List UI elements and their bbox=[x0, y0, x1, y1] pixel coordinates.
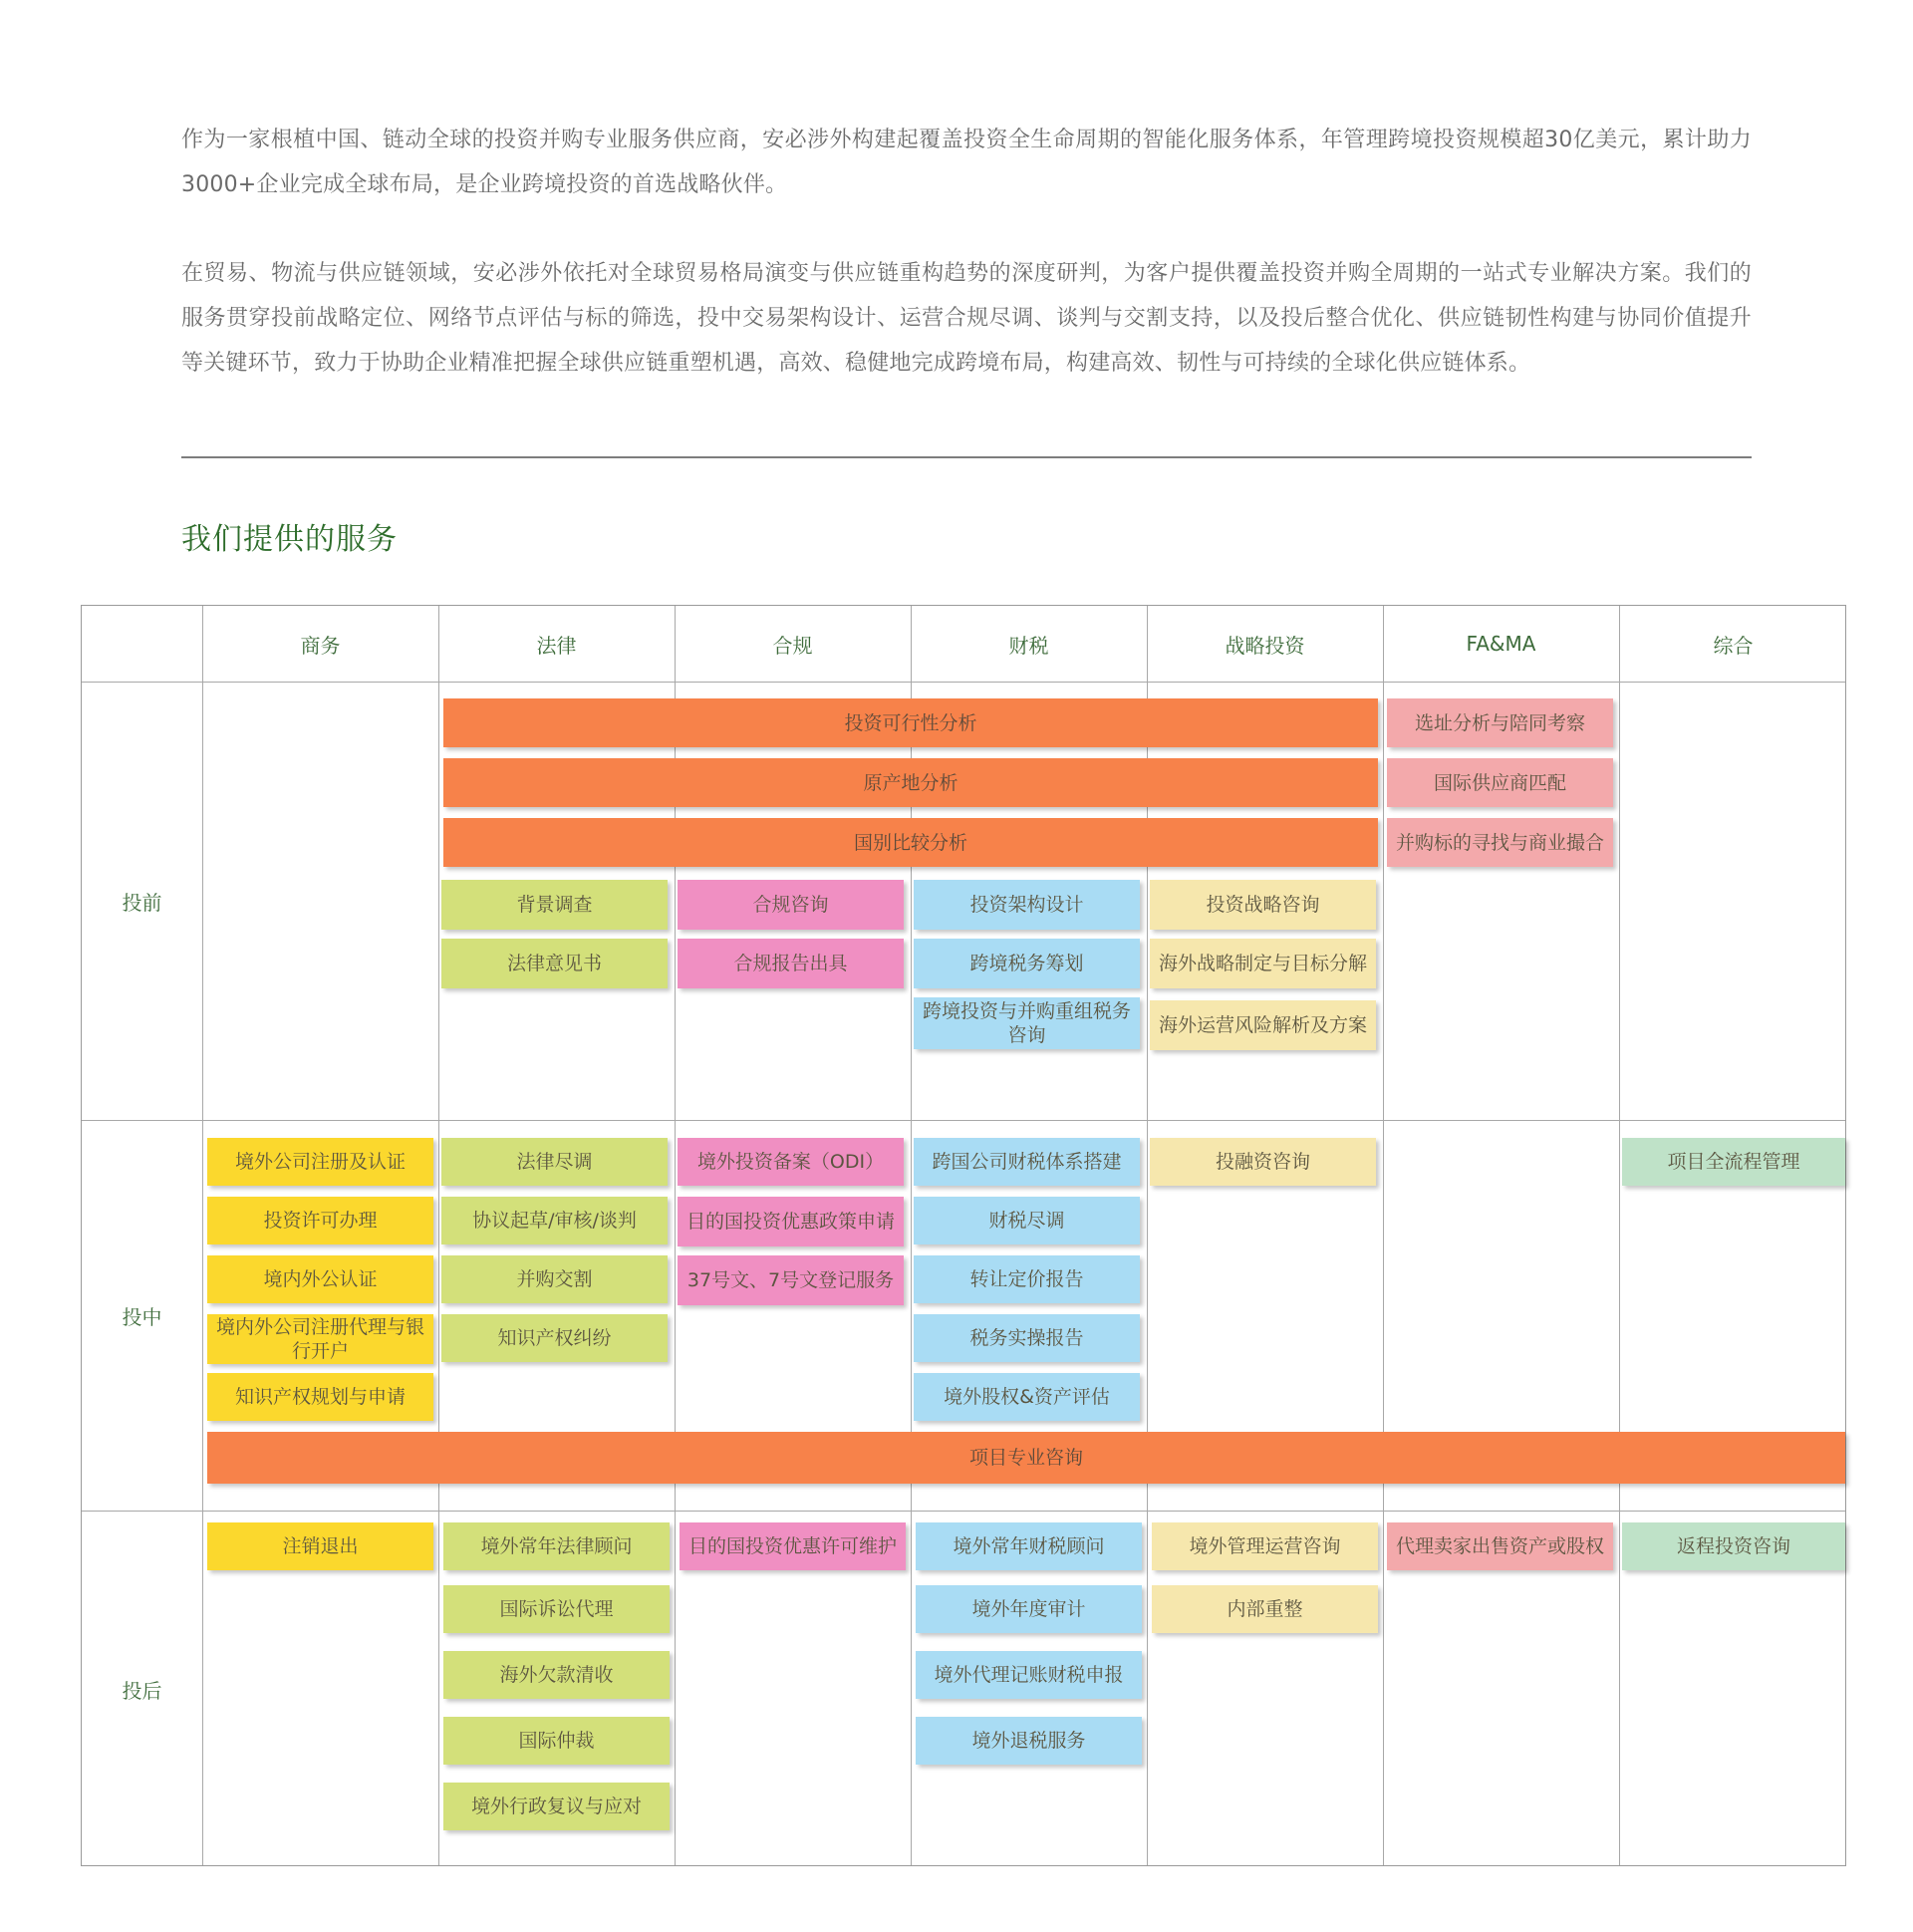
service-box-compliance: 目的国投资优惠许可维护 bbox=[680, 1522, 906, 1570]
service-box-tax: 境外常年财税顾问 bbox=[916, 1522, 1142, 1570]
divider-line bbox=[181, 456, 1752, 458]
service-box-business: 境内外公司注册代理与银行开户 bbox=[207, 1314, 433, 1364]
service-box-tax: 境外股权&资产评估 bbox=[914, 1373, 1140, 1421]
service-box-tax: 跨境投资与并购重组税务咨询 bbox=[914, 997, 1140, 1049]
service-box-strategy: 投融资咨询 bbox=[1150, 1138, 1376, 1186]
service-box-compliance: 37号文、7号文登记服务 bbox=[678, 1255, 904, 1305]
service-box-legal: 海外欠款清收 bbox=[443, 1651, 670, 1699]
grid-line bbox=[438, 606, 439, 1865]
service-box-compliance: 合规咨询 bbox=[678, 880, 904, 930]
service-box-strategy: 境外管理运营咨询 bbox=[1152, 1522, 1378, 1570]
service-box-tax: 境外代理记账财税申报 bbox=[916, 1651, 1142, 1699]
service-box-business: 知识产权规划与申请 bbox=[207, 1373, 433, 1421]
service-box-compliance: 境外投资备案（ODI） bbox=[678, 1138, 904, 1186]
service-bar: 原产地分析 bbox=[443, 758, 1378, 807]
service-box-general: 返程投资咨询 bbox=[1622, 1522, 1845, 1570]
service-box-compliance: 合规报告出具 bbox=[678, 939, 904, 988]
service-box-tax: 跨国公司财税体系搭建 bbox=[914, 1138, 1140, 1186]
row-header-mid: 投中 bbox=[122, 1304, 162, 1329]
grid-line bbox=[82, 682, 1845, 683]
grid-line bbox=[202, 606, 203, 1865]
service-box-compliance: 目的国投资优惠政策申请 bbox=[678, 1197, 904, 1246]
service-box-strategy: 内部重整 bbox=[1152, 1585, 1378, 1633]
service-box-strategy: 海外战略制定与目标分解 bbox=[1150, 939, 1376, 988]
service-box-legal: 法律意见书 bbox=[441, 939, 668, 988]
service-box-general: 项目全流程管理 bbox=[1622, 1138, 1845, 1186]
services-matrix bbox=[81, 605, 1846, 1866]
service-box-legal: 国际诉讼代理 bbox=[443, 1585, 670, 1633]
service-box-fama: 代理卖家出售资产或股权 bbox=[1387, 1522, 1613, 1570]
intro-paragraph-1: 作为一家根植中国、链动全球的投资并购专业服务供应商，安必涉外构建起覆盖投资全生命周期的智能化服务体系，年管理跨境投资规模超30亿美元，累计助力3000+企业完成全球布局，是企业跨境投资的首选战略伙伴。 bbox=[181, 128, 1752, 197]
service-bar: 投资可行性分析 bbox=[443, 698, 1378, 747]
service-box-business: 注销退出 bbox=[207, 1522, 433, 1570]
service-box-legal: 协议起草/审核/谈判 bbox=[441, 1197, 668, 1244]
column-header-fama: FA&MA bbox=[1466, 632, 1536, 656]
service-box-business: 投资许可办理 bbox=[207, 1197, 433, 1244]
service-box-tax: 境外退税服务 bbox=[916, 1717, 1142, 1765]
column-header-general: 综合 bbox=[1713, 633, 1754, 658]
service-box-legal: 法律尽调 bbox=[441, 1138, 668, 1186]
section-title: 我们提供的服务 bbox=[181, 522, 398, 557]
service-box-legal: 并购交割 bbox=[441, 1255, 668, 1303]
column-header-legal: 法律 bbox=[536, 633, 577, 658]
grid-line bbox=[82, 1120, 1845, 1121]
service-box-fama: 国际供应商匹配 bbox=[1387, 758, 1613, 807]
service-box-fama: 选址分析与陪同考察 bbox=[1387, 698, 1613, 747]
service-bar: 国别比较分析 bbox=[443, 818, 1378, 867]
service-box-legal: 知识产权纠纷 bbox=[441, 1314, 668, 1362]
column-header-tax: 财税 bbox=[1008, 633, 1049, 658]
service-box-tax: 转让定价报告 bbox=[914, 1255, 1140, 1303]
service-box-fama: 并购标的寻找与商业撮合 bbox=[1387, 818, 1613, 867]
service-box-legal: 境外行政复议与应对 bbox=[443, 1783, 670, 1830]
grid-line bbox=[82, 1511, 1845, 1512]
service-box-tax: 投资架构设计 bbox=[914, 880, 1140, 930]
service-box-business: 境内外公认证 bbox=[207, 1255, 433, 1303]
service-box-tax: 跨境税务筹划 bbox=[914, 939, 1140, 988]
service-box-legal: 境外常年法律顾问 bbox=[443, 1522, 670, 1570]
grid-line bbox=[1383, 606, 1384, 1865]
column-header-business: 商务 bbox=[300, 633, 341, 658]
column-header-strategy: 战略投资 bbox=[1225, 633, 1305, 658]
service-bar: 项目专业咨询 bbox=[207, 1432, 1845, 1484]
row-header-post: 投后 bbox=[122, 1678, 162, 1703]
intro-text bbox=[181, 118, 1752, 386]
service-box-strategy: 海外运营风险解析及方案 bbox=[1150, 1000, 1376, 1050]
column-header-compliance: 合规 bbox=[772, 633, 813, 658]
service-box-strategy: 投资战略咨询 bbox=[1150, 880, 1376, 930]
service-box-legal: 国际仲裁 bbox=[443, 1717, 670, 1765]
service-box-tax: 财税尽调 bbox=[914, 1197, 1140, 1244]
row-header-pre: 投前 bbox=[122, 890, 162, 915]
service-box-tax: 税务实操报告 bbox=[914, 1314, 1140, 1362]
grid-line bbox=[1619, 606, 1620, 1865]
service-box-business: 境外公司注册及认证 bbox=[207, 1138, 433, 1186]
intro-paragraph-2: 在贸易、物流与供应链领域，安必涉外依托对全球贸易格局演变与供应链重构趋势的深度研判，为客户提供覆盖投资并购全周期的一站式专业解决方案。我们的服务贯穿投前战略定位、网络节点评估与标的筛选，投中交易架构设计、运营合规尽调、谈判与交割支持，以及投后整合优化、供应链韧性构建与协同价值提升等关键环节，致力于协助企业精准把握全球供应链重塑机遇，高效、稳健地完成跨境布局，构建高效、韧性与可持续的全球化供应链体系。 bbox=[181, 261, 1752, 376]
service-box-legal: 背景调查 bbox=[441, 880, 668, 930]
service-box-tax: 境外年度审计 bbox=[916, 1585, 1142, 1633]
